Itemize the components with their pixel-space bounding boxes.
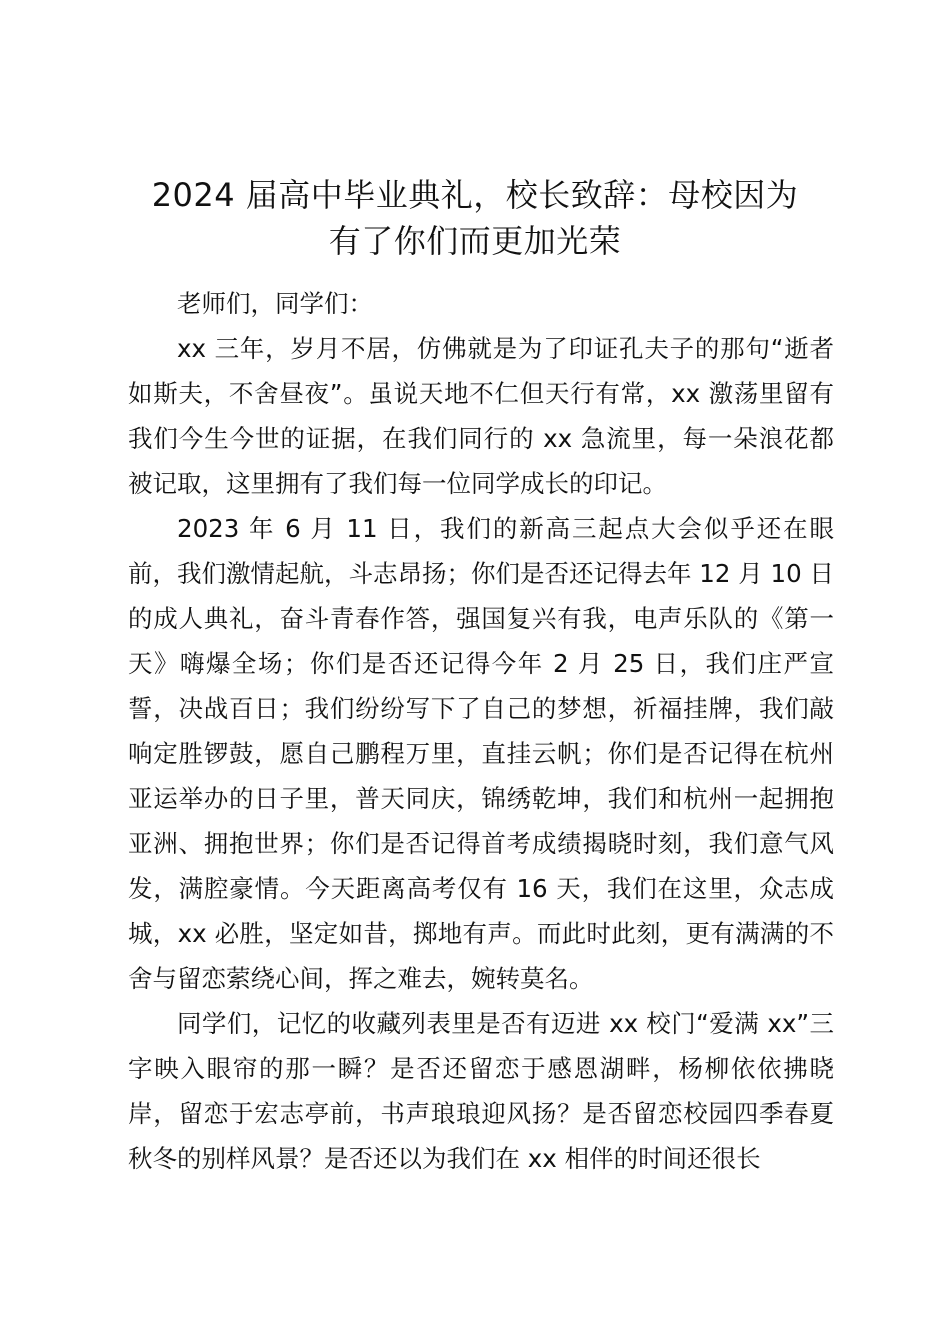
document-body xyxy=(128,281,834,1181)
greeting-paragraph: 老师们，同学们： xyxy=(177,289,373,318)
body-paragraph-3: 同学们，记忆的收藏列表里是否有迈进 xx 校门“爱满 xx”三字映入眼帘的那一瞬？是否还留恋于感恩湖畔，杨柳依依拂晓岸，留恋于宏志亭前，书声琅琅迎风扬？是否留恋校园四季春夏秋冬的别样风景？是否还以为我们在 xx 相伴的时间还很长 xyxy=(128,1009,834,1173)
document-title xyxy=(110,172,840,264)
title-line-1: 2024 届高中毕业典礼，校长致辞：母校因为 xyxy=(151,176,799,214)
title-line-2: 有了你们而更加光荣 xyxy=(328,222,622,260)
body-paragraph-1: xx 三年，岁月不居，仿佛就是为了印证孔夫子的那句“逝者如斯夫，不舍昼夜”。虽说天地不仁但天行有常，xx 激荡里留有我们今生今世的证据，在我们同行的 xx 急流里，每一朵浪花都被记取，这里拥有了我们每一位同学成长的印记。 xyxy=(128,334,834,498)
body-paragraph-2: 2023 年 6 月 11 日，我们的新高三起点大会似乎还在眼前，我们激情起航，斗志昂扬；你们是否还记得去年 12 月 10 日的成人典礼，奋斗青春作答，强国复兴有我，电声乐队的《第一天》嗨爆全场；你们是否还记得今年 2 月 25 日，我们庄严宣誓，决战百日；我们纷纷写下了自己的梦想，祈福挂牌，我们敲响定胜锣鼓，愿自己鹏程万里，直挂云帆；你们是否记得在杭州亚运举办的日子里，普天同庆，锦绣乾坤，我们和杭州一起拥抱亚洲、拥抱世界；你们是否记得首考成绩揭晓时刻，我们意气风发，满腔豪情。今天距离高考仅有 16 天，我们在这里，众志成城，xx 必胜，坚定如昔，掷地有声。而此时此刻，更有满满的不舍与留恋萦绕心间，挥之难去，婉转莫名。 xyxy=(128,514,834,993)
